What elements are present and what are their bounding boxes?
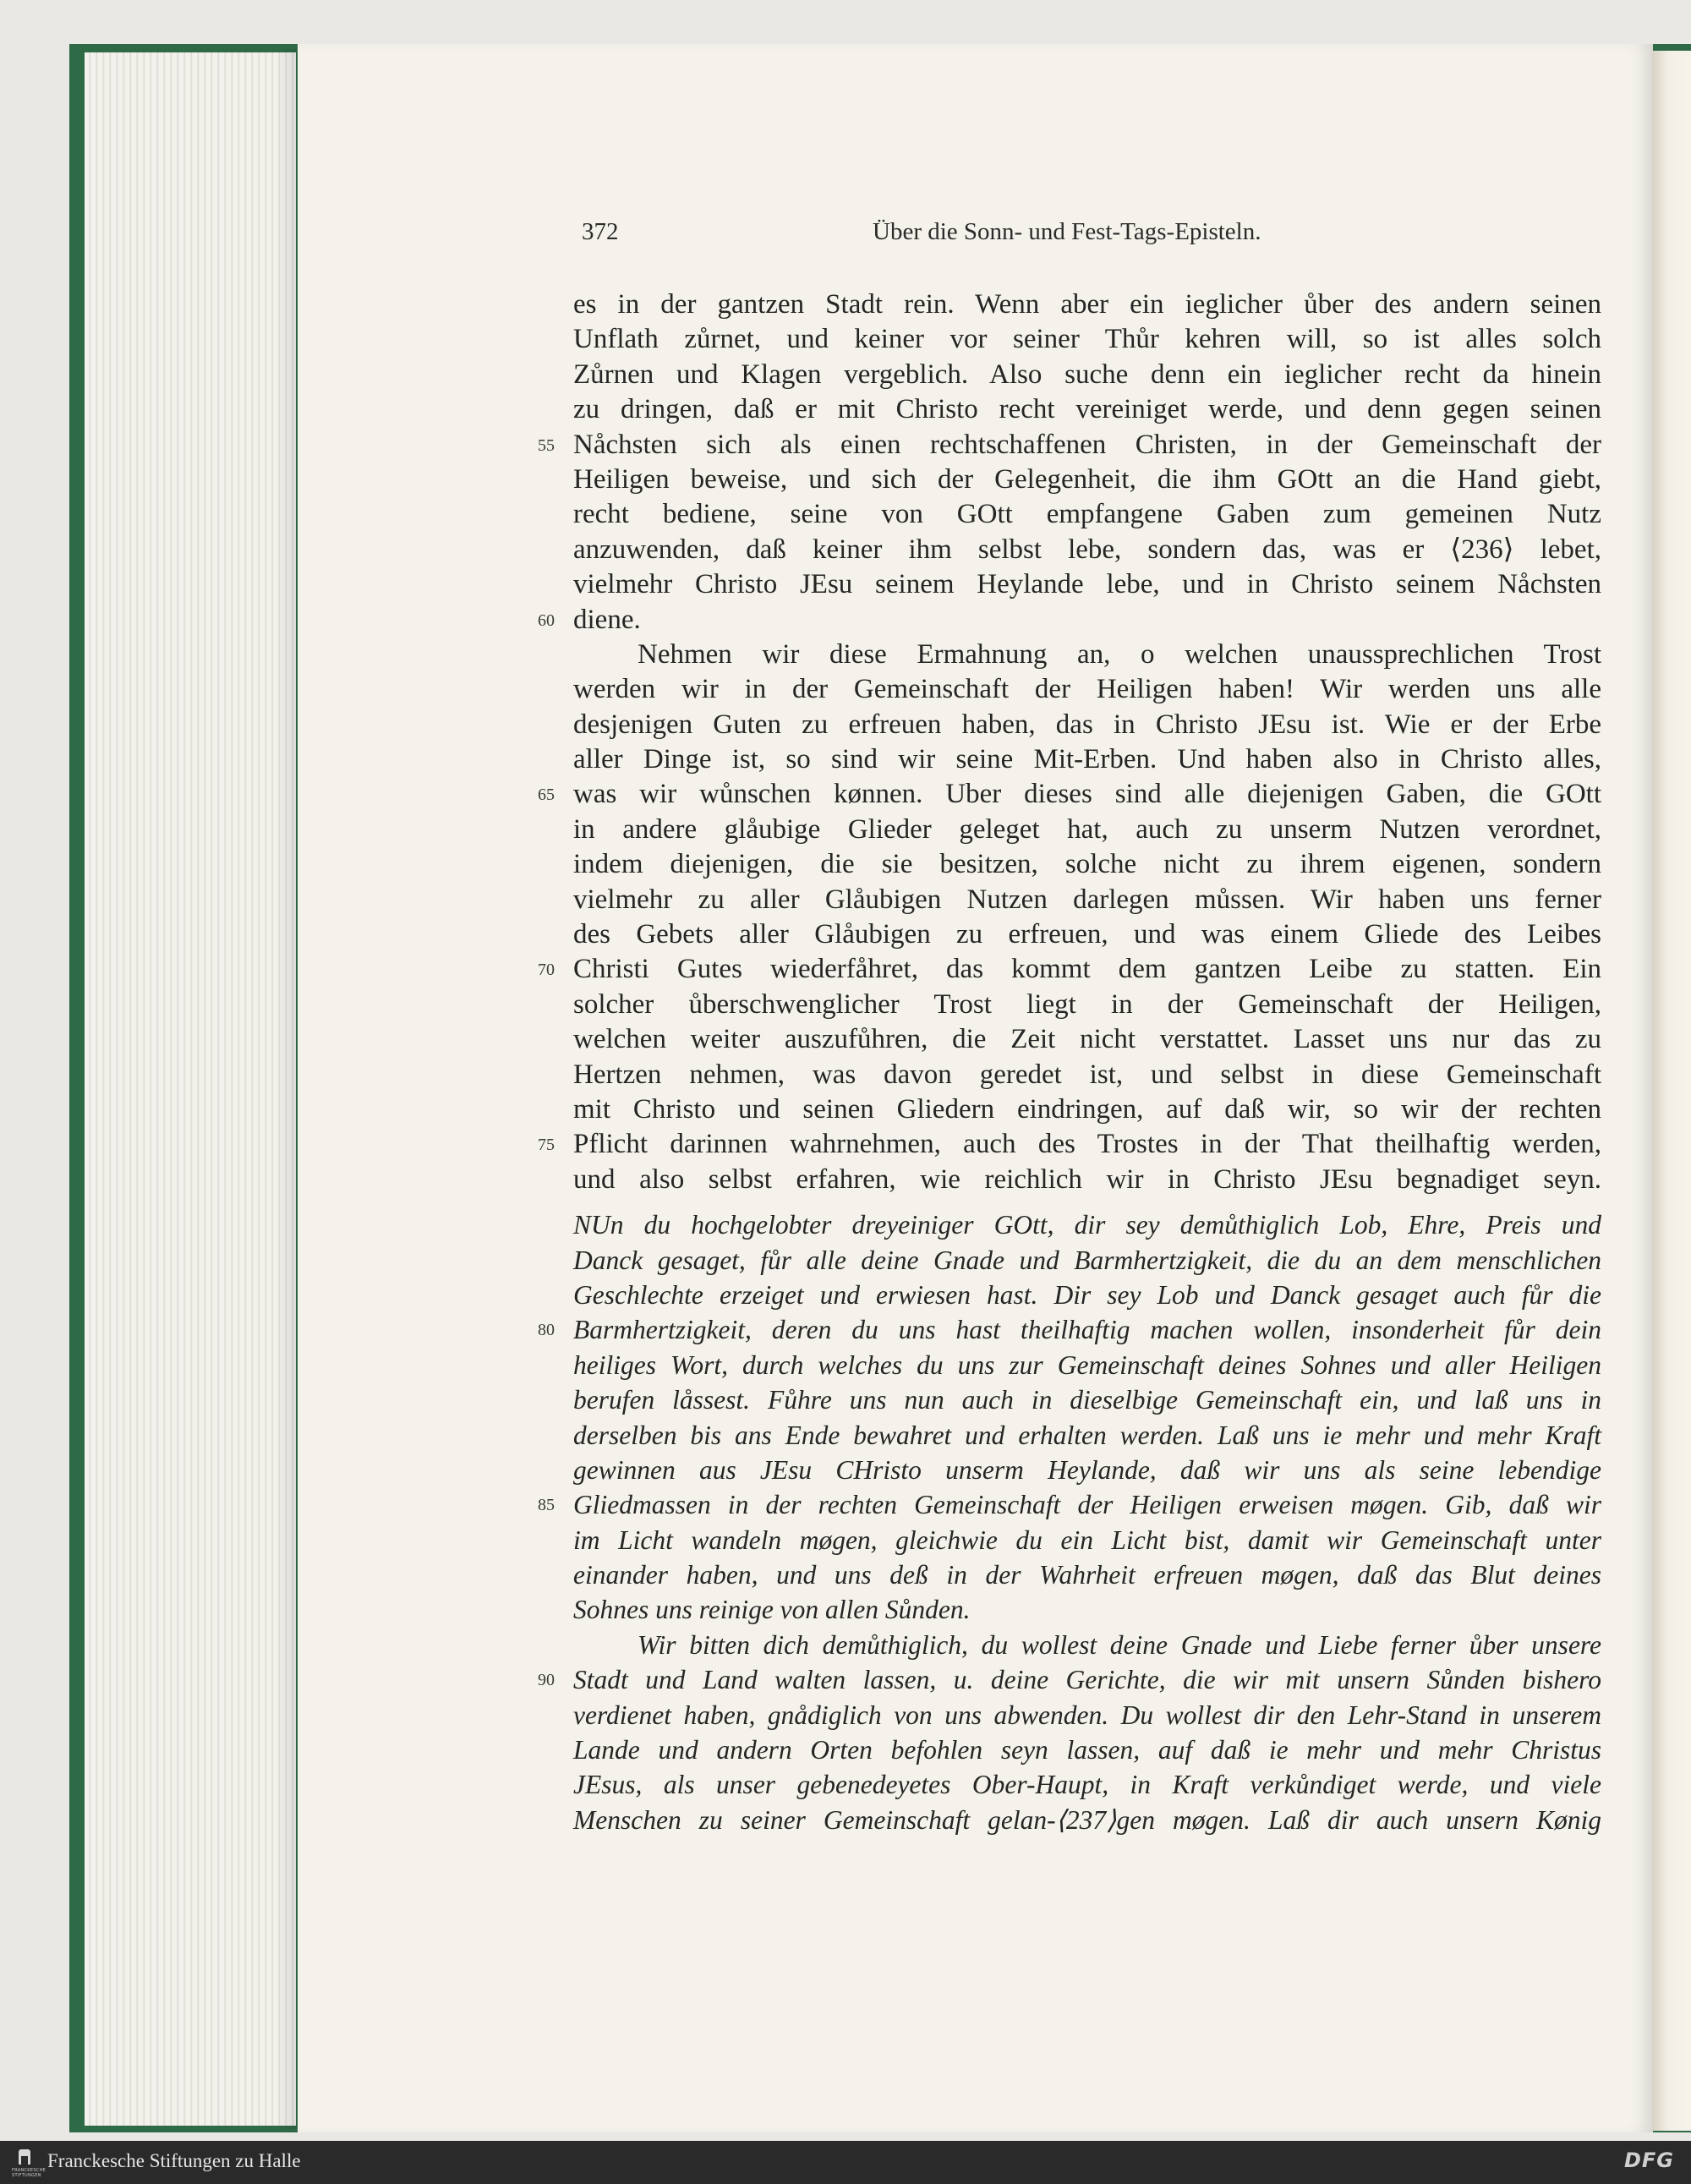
text-line <box>538 603 1601 638</box>
line-text: es in der gantzen Stadt rein. Wenn aber ein ieglicher ůber des andern seinen <box>573 289 1601 320</box>
line-text: Christi Gutes wiederfåhret, das kommt dem gantzen Leibe zu statten. Ein <box>573 954 1601 985</box>
text-line <box>573 847 1601 882</box>
text-line <box>573 638 1601 672</box>
line-text: einander haben, und uns deß in der Wahrheit erfreuen møgen, daß das Blut deines <box>573 1560 1601 1590</box>
text-line <box>538 1127 1601 1162</box>
line-text: NUn du hochgelobter dreyeiniger GOtt, dir sey demůthiglich Lob, Ehre, Preis und <box>573 1210 1601 1240</box>
text-line <box>573 1418 1601 1453</box>
line-text: indem diejenigen, die sie besitzen, solche nicht zu ihrem eigenen, sondern <box>573 849 1601 880</box>
line-text: Barmhertzigkeit, deren du uns hast theilhaftig machen wollen, insonderheit fůr dein <box>573 1315 1601 1345</box>
line-text: Menschen zu seiner Gemeinschaft gelan-⟨237⟩gen møgen. Laß dir auch unsern Kønig <box>573 1804 1601 1835</box>
text-line <box>573 1243 1601 1278</box>
facing-page-edge <box>1653 51 1691 2131</box>
text-line <box>573 742 1601 777</box>
logo-text: FRANCKESCHE STIFTUNGEN <box>12 2168 47 2178</box>
line-text: Hertzen nehmen, was davon geredet ist, und selbst in diese Gemeinschaft <box>573 1059 1601 1090</box>
line-text: diene. <box>573 604 641 635</box>
running-head <box>298 218 1653 257</box>
text-line <box>573 1453 1601 1487</box>
line-text: berufen låssest. Fůhre uns nun auch in dieselbige Gemeinschaft ein, und laß uns in <box>573 1385 1601 1415</box>
text-line <box>573 358 1601 392</box>
line-text: Lande und andern Orten befohlen seyn lassen, auf daß ie mehr und mehr Christus <box>573 1735 1601 1765</box>
text-line <box>538 1487 1601 1522</box>
line-text: was wir wůnschen kønnen. Uber dieses sind alle diejenigen Gaben, die GOtt <box>573 779 1601 810</box>
line-number: 70 <box>538 961 555 980</box>
line-text: Nåchsten sich als einen rechtschaffenen Christen, in der Gemeinschaft der <box>573 429 1601 460</box>
paragraph-gap <box>573 1197 1601 1207</box>
building-icon <box>19 2149 30 2165</box>
text-line <box>573 533 1601 567</box>
line-text: werden wir in der Gemeinschaft der Heiligen haben! Wir werden uns alle <box>573 674 1601 705</box>
line-text: Danck gesaget, fůr alle deine Gnade und Barmhertzigkeit, die du an dem menschlichen <box>573 1245 1601 1275</box>
line-text: Sohnes uns reinige von allen Sůnden. <box>573 1595 971 1625</box>
line-text: Zůrnen und Klagen vergeblich. Also suche denn ein ieglicher recht da hinein <box>573 359 1601 390</box>
line-text: JEsus, als unser gebenedeyetes Ober-Haupt, in Kraft verkůndiget werde, und viele <box>573 1770 1601 1800</box>
text-line <box>573 813 1601 847</box>
text-line <box>538 428 1601 463</box>
line-text: des Gebets aller Glåubigen zu erfreuen, und was einem Gliede des Leibes <box>573 919 1601 950</box>
funder-logo: DFG <box>1623 2148 1674 2172</box>
text-line <box>573 708 1601 742</box>
footer-bar <box>0 2141 1691 2184</box>
line-text: und also selbst erfahren, wie reichlich wir in Christo JEsu begnadiget seyn. <box>573 1163 1601 1195</box>
line-number: 55 <box>538 435 555 455</box>
text-line <box>573 1278 1601 1312</box>
text-line <box>573 1092 1601 1127</box>
line-text: Geschlechte erzeiget und erwiesen hast. Dir sey Lob und Danck gesaget auch fůr die <box>573 1279 1601 1310</box>
text-line <box>573 1732 1601 1767</box>
line-number: 85 <box>538 1496 555 1515</box>
text-line <box>538 777 1601 812</box>
line-number: 65 <box>538 785 555 805</box>
text-line <box>573 1058 1601 1092</box>
text-line <box>573 672 1601 707</box>
text-line <box>573 1803 1601 1837</box>
line-text: verdienet haben, gnådiglich von uns abwenden. Du wollest dir den Lehr-Stand in unserem <box>573 1700 1601 1730</box>
line-text: gewinnen aus JEsu CHristo unserm Heylande, daß wir uns als seine lebendige <box>573 1454 1601 1485</box>
book-page <box>298 44 1653 2132</box>
running-title: Über die Sonn- und Fest-Tags-Episteln. <box>873 218 1261 245</box>
line-text: Pflicht darinnen wahrnehmen, auch des Trostes in der That theilhaftig werden, <box>573 1129 1601 1160</box>
line-text: in andere glåubige Glieder geleget hat, auch zu unserm Nutzen verordnet, <box>573 813 1601 845</box>
line-text: desjenigen Guten zu erfreuen haben, das in Christo JEsu ist. Wie er der Erbe <box>573 709 1601 740</box>
text-line <box>573 567 1601 602</box>
line-text: Heiligen beweise, und sich der Gelegenheit, die ihm GOtt an die Hand giebt, <box>573 463 1601 495</box>
institution-name: Franckesche Stiftungen zu Halle <box>47 2150 301 2171</box>
text-line <box>573 883 1601 917</box>
text-line <box>538 1662 1601 1697</box>
text-line <box>573 392 1601 427</box>
line-text: vielmehr Christo JEsu seinem Heylande lebe, und in Christo seinem Nåchsten <box>573 569 1601 600</box>
page-number: 372 <box>582 218 619 245</box>
line-number: 90 <box>538 1671 555 1690</box>
text-line <box>573 1628 1601 1662</box>
line-text: solcher ůberschwenglicher Trost liegt in der Gemeinschaft der Heiligen, <box>573 988 1601 1020</box>
text-line <box>538 1312 1601 1347</box>
line-text: Stadt und Land walten lassen, u. deine Gerichte, die wir mit unsern Sůnden bishero <box>573 1665 1601 1695</box>
text-line <box>573 1698 1601 1732</box>
page-stack-edge <box>85 52 296 2126</box>
line-text: im Licht wandeln møgen, gleichwie du ein Licht bist, damit wir Gemeinschaft unter <box>573 1524 1601 1555</box>
text-line <box>573 1022 1601 1057</box>
text-line <box>573 1557 1601 1592</box>
text-line <box>573 1523 1601 1557</box>
text-line <box>573 497 1601 532</box>
text-line <box>573 1592 1601 1627</box>
line-text: mit Christo und seinen Gliedern eindringen, auf daß wir, so wir der rechten <box>573 1093 1601 1125</box>
line-text: zu dringen, daß er mit Christo recht vereiniget werde, und denn gegen seinen <box>573 394 1601 425</box>
line-number: 60 <box>538 610 555 630</box>
text-line <box>573 287 1601 322</box>
line-text: recht bediene, seine von GOtt empfangene Gaben zum gemeinen Nutz <box>573 499 1601 530</box>
text-line <box>573 1163 1601 1197</box>
text-line <box>573 988 1601 1022</box>
line-text: Wir bitten dich demůthiglich, du wollest deine Gnade und Liebe ferner ůber unsere <box>638 1629 1601 1660</box>
text-line <box>573 1382 1601 1417</box>
text-line <box>538 952 1601 987</box>
line-text: derselben bis ans Ende bewahret und erhalten werden. Laß uns ie mehr und mehr Kraft <box>573 1420 1601 1450</box>
text-line <box>573 463 1601 497</box>
body-text <box>538 287 1601 1837</box>
line-text: heiliges Wort, durch welches du uns zur Gemeinschaft deines Sohnes und aller Heiligen <box>573 1349 1601 1380</box>
text-line <box>573 1207 1601 1242</box>
line-number: 75 <box>538 1136 555 1155</box>
line-text: Unflath zůrnet, und keiner vor seiner Thůr kehren will, so ist alles solch <box>573 324 1601 355</box>
text-line <box>573 917 1601 952</box>
text-line <box>573 1767 1601 1802</box>
text-line <box>573 322 1601 357</box>
text-line <box>573 1348 1601 1382</box>
line-text: Gliedmassen in der rechten Gemeinschaft der Heiligen erweisen møgen. Gib, daß wir <box>573 1490 1601 1520</box>
line-text: vielmehr zu aller Glåubigen Nutzen darlegen můssen. Wir haben uns ferner <box>573 884 1601 915</box>
line-text: aller Dinge ist, so sind wir seine Mit-Erben. Und haben also in Christo alles, <box>573 744 1601 775</box>
line-text: Nehmen wir diese Ermahnung an, o welchen unaussprechlichen Trost <box>638 638 1601 670</box>
institution-logo[interactable] <box>12 2148 47 2178</box>
line-number: 80 <box>538 1321 555 1340</box>
line-text: welchen weiter auszufůhren, die Zeit nicht verstattet. Lasset uns nur das zu <box>573 1024 1601 1055</box>
line-text: anzuwenden, daß keiner ihm selbst lebe, sondern das, was er ⟨236⟩ lebet, <box>573 534 1601 565</box>
